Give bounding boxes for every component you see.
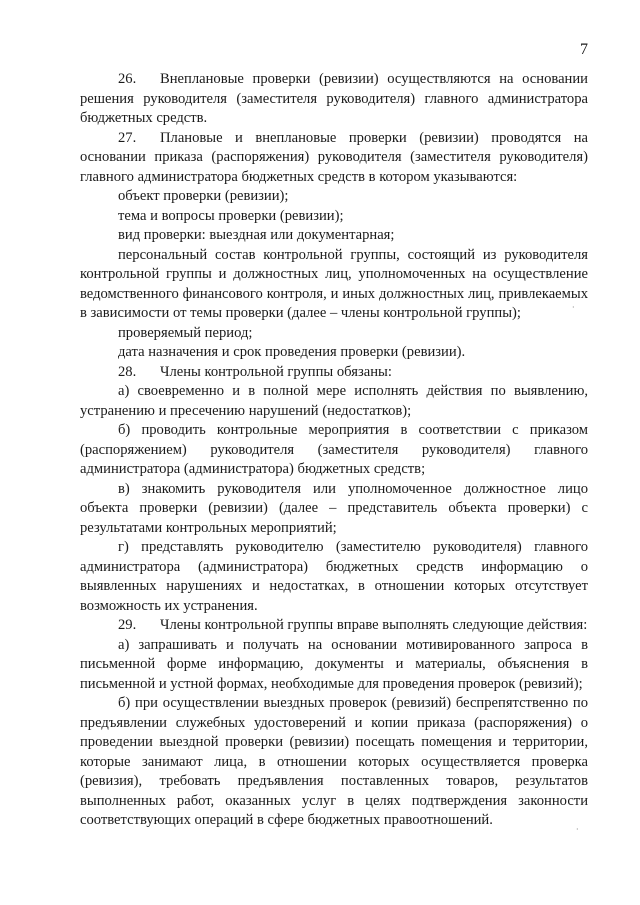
paragraph-number: 26. — [118, 71, 137, 87]
document-body — [80, 70, 588, 831]
paragraph-number: 29. — [118, 617, 137, 633]
scan-artifact-mark: · — [576, 825, 579, 834]
paragraph-29 — [80, 616, 588, 636]
paragraph-26 — [80, 70, 588, 129]
scan-artifact-mark: · — [572, 303, 575, 312]
subparagraph: г) представлять руководителю (заместителю руководителя) главного администратора (администратора) бюджетных средств информацию о выявленных нарушениях и недостатках, в отношении которых отсутствует возможность их устранения. — [80, 539, 588, 614]
subparagraph: а) запрашивать и получать на основании мотивированного запроса в письменной форме информацию, документы и материалы, объяснения в письменной и устной формах, необходимые для проведения проверок (ревизий); — [80, 636, 588, 692]
subparagraph: в) знакомить руководителя или уполномоченное должностное лицо объекта проверки (ревизии) (далее – представитель объекта проверки) с результатами контрольных мероприятий; — [80, 480, 588, 536]
list-item: вид проверки: выездная или документарная; — [118, 227, 395, 243]
list-item: дата назначения и срок проведения проверки (ревизии). — [118, 344, 466, 360]
subparagraph: б) проводить контрольные мероприятия в соответствии с приказом (распоряжением) руководителя (заместителя руководителя) главного администратора (администратора) бюджетных средств; — [80, 422, 588, 477]
list-item: проверяемый период; — [118, 324, 253, 341]
page-number: 7 — [580, 41, 588, 58]
paragraph-text: Члены контрольной группы вправе выполнять следующие действия: — [160, 617, 588, 633]
paragraph-28 — [80, 363, 588, 383]
subparagraph: а) своевременно и в полной мере исполнять действия по выявлению, устранению и пресечению нарушений (недостатков); — [80, 383, 588, 419]
paragraph-number: 28. — [118, 363, 137, 380]
paragraph-number: 27. — [118, 129, 137, 146]
paragraph-text: Внеплановые проверки (ревизии) осуществляются на основании решения руководителя (заместителя руководителя) главного администратора бюджетных средств. — [80, 71, 588, 126]
paragraph-text: Члены контрольной группы обязаны: — [160, 363, 392, 380]
list-item: тема и вопросы проверки (ревизии); — [118, 207, 344, 224]
paragraph-text: Плановые и внеплановые проверки (ревизии) проводятся на основании приказа (распоряжения) руководителя (заместителя руководителя) главного администратора бюджетных средств в котором указываются: — [80, 129, 588, 185]
paragraph-27 — [80, 129, 588, 188]
list-item: персональный состав контрольной группы, состоящий из руководителя контрольной группы и должностных лиц, уполномоченных на осуществление ведомственного финансового контроля, и иных должностных лиц, привлекаемых в зависимости от темы проверки (далее – члены контрольной группы); — [80, 246, 588, 321]
list-item: объект проверки (ревизии); — [118, 188, 289, 204]
subparagraph: б) при осуществлении выездных проверок (ревизий) беспрепятственно по предъявлении служебных удостоверений и копии приказа (распоряжения) о проведении выездной проверки (ревизии) посещать помещения и территории, которые занимают лица, в отношении которых осуществляется проверка (ревизия), требовать предъявления поставленных товаров, результатов выполненных работ, оказанных услуг в целях подтверждения законности соответствующих операций в сфере бюджетных правоотношений. — [80, 695, 588, 828]
